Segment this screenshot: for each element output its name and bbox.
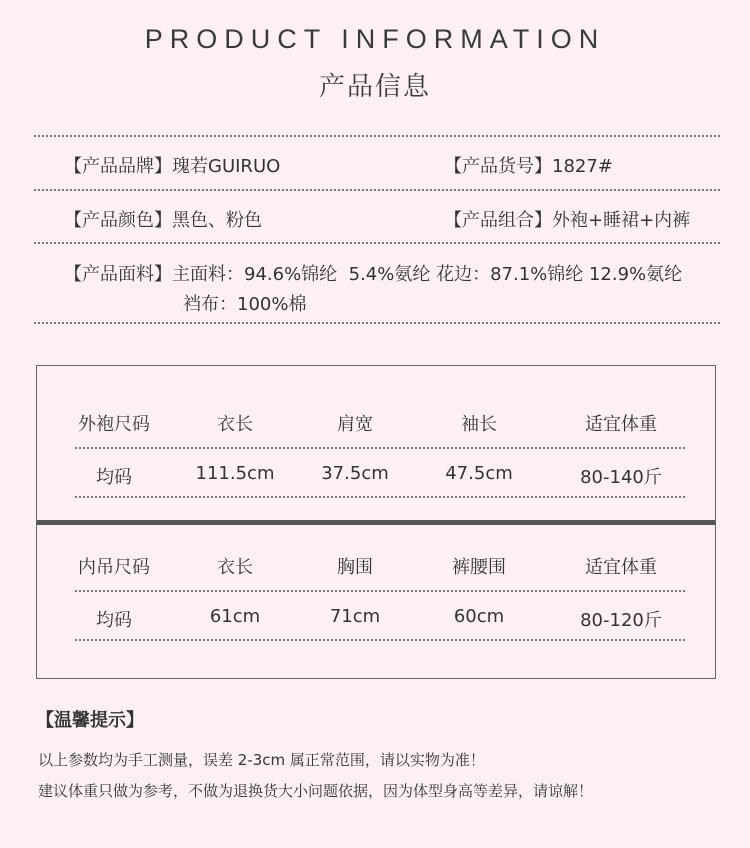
dotted-divider	[75, 496, 685, 498]
table-header: 衣长	[217, 557, 253, 578]
table-cell: 61cm	[209, 606, 261, 627]
set-value: 外袍+睡裙+内裤	[552, 210, 691, 231]
size-table	[36, 365, 716, 679]
table-header: 衣长	[217, 414, 253, 435]
brand-label: 【产品品牌】	[64, 156, 172, 177]
color-label: 【产品颜色】	[64, 210, 172, 231]
dotted-divider	[34, 135, 720, 137]
dotted-divider	[75, 639, 685, 641]
item-number-value: 1827#	[552, 156, 613, 177]
table-header: 胸围	[337, 557, 373, 578]
table-header: 裤腰围	[452, 557, 506, 578]
table-cell: 111.5cm	[195, 463, 275, 484]
table-header: 适宜体重	[585, 414, 657, 435]
brand-value: 瑰若GUIRUO	[172, 156, 281, 177]
page-title-cn: 产品信息	[318, 72, 431, 102]
page-title-en: PRODUCT INFORMATION	[144, 24, 606, 54]
dotted-divider	[34, 322, 720, 324]
dotted-divider	[34, 189, 720, 191]
table-header: 肩宽	[337, 414, 373, 435]
fabric-row	[64, 260, 682, 286]
fabric-line-1: 主面料：94.6%锦纶 5.4%氨纶 花边：87.1%锦纶 12.9%氨纶	[172, 264, 683, 285]
table-cell: 47.5cm	[445, 463, 513, 484]
set-row	[444, 206, 690, 232]
table-cell: 60cm	[453, 606, 505, 627]
table-cell: 均码	[96, 467, 132, 488]
item-number-row	[444, 152, 613, 178]
fabric-label: 【产品面料】	[64, 264, 172, 285]
dotted-divider	[34, 242, 720, 244]
table-cell: 71cm	[329, 606, 381, 627]
tip-line-2: 建议体重只做为参考，不做为退换货大小问题依据，因为体型身高等差异，请谅解！	[38, 782, 594, 800]
table-cell: 均码	[96, 610, 132, 631]
dotted-divider	[75, 590, 685, 592]
table-cell: 37.5cm	[321, 463, 389, 484]
table-cell: 80-120斤	[580, 610, 662, 631]
color-row	[64, 206, 262, 232]
color-value: 黑色、粉色	[172, 210, 262, 231]
table-divider	[37, 520, 715, 525]
tip-line-1: 以上参数均为手工测量，误差 2-3cm 属正常范围，请以实物为准！	[38, 751, 485, 769]
dotted-divider	[75, 447, 685, 449]
table-header: 内吊尺码	[78, 557, 150, 578]
item-number-label: 【产品货号】	[444, 156, 552, 177]
table-header: 适宜体重	[585, 557, 657, 578]
table-header: 袖长	[461, 414, 497, 435]
table-cell: 80-140斤	[580, 467, 662, 488]
tips-heading: 【温馨提示】	[36, 710, 144, 731]
table-header: 外袍尺码	[78, 414, 150, 435]
brand-row	[64, 152, 280, 178]
fabric-line-2: 裆布：100%棉	[183, 294, 307, 315]
set-label: 【产品组合】	[444, 210, 552, 231]
